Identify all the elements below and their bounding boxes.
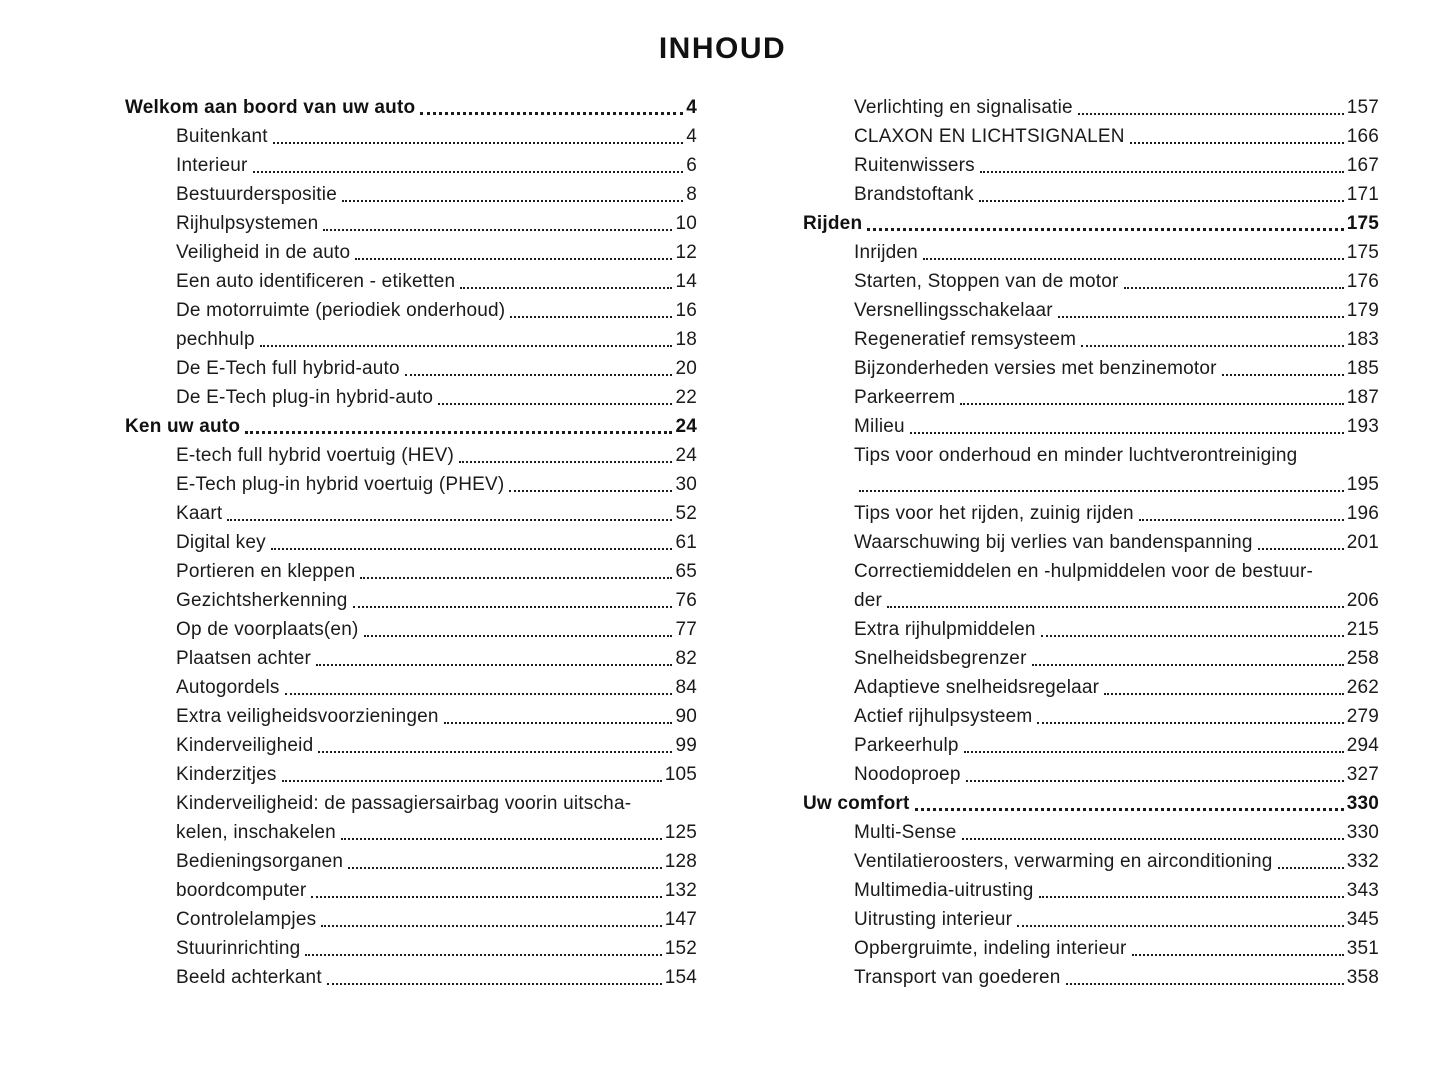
toc-columns bbox=[0, 67, 1445, 992]
toc-entry[interactable] bbox=[803, 934, 1379, 963]
toc-entry[interactable] bbox=[125, 499, 697, 528]
toc-entry[interactable] bbox=[803, 876, 1379, 905]
toc-page-number: 351 bbox=[1346, 938, 1379, 959]
toc-entry[interactable] bbox=[803, 644, 1379, 673]
toc-entry-label: Kaart bbox=[176, 503, 223, 524]
leader-dots-icon bbox=[980, 171, 1344, 173]
toc-entry-label: De E-Tech full hybrid-auto bbox=[176, 358, 400, 379]
toc-page-number: 147 bbox=[664, 909, 697, 930]
toc-entry[interactable] bbox=[803, 528, 1379, 557]
leader-dots-icon bbox=[342, 200, 683, 202]
toc-page-number: 24 bbox=[675, 445, 697, 466]
toc-page-number: 345 bbox=[1346, 909, 1379, 930]
toc-page-number: 176 bbox=[1346, 271, 1379, 292]
leader-dots-icon bbox=[459, 461, 672, 463]
leader-dots-icon bbox=[979, 200, 1344, 202]
toc-page-number: 84 bbox=[675, 677, 697, 698]
leader-dots-icon bbox=[887, 606, 1344, 608]
toc-entry-label: Ventilatieroosters, verwarming en airconditioning bbox=[854, 851, 1273, 872]
toc-page-number: 185 bbox=[1346, 358, 1379, 379]
toc-entry-label: Waarschuwing bij verlies van bandenspanning bbox=[854, 532, 1253, 553]
toc-entry-label: Bedieningsorganen bbox=[176, 851, 344, 872]
leader-dots-icon bbox=[253, 171, 684, 173]
toc-entry[interactable] bbox=[803, 325, 1379, 354]
toc-page-number: 332 bbox=[1346, 851, 1379, 872]
toc-entry-label: Bestuurderspositie bbox=[176, 184, 337, 205]
toc-entry[interactable] bbox=[803, 383, 1379, 412]
toc-entry-label: Snelheidsbegrenzer bbox=[854, 648, 1027, 669]
toc-entry-label: Veiligheid in de auto bbox=[176, 242, 351, 263]
leader-dots-icon bbox=[1081, 345, 1344, 347]
toc-entry[interactable] bbox=[803, 963, 1379, 992]
leader-dots-icon bbox=[1032, 664, 1344, 666]
leader-dots-icon bbox=[460, 287, 672, 289]
leader-dots-icon bbox=[1041, 635, 1344, 637]
toc-entry-label: E-tech full hybrid voertuig (HEV) bbox=[176, 445, 454, 466]
toc-entry-label: Kinderveiligheid bbox=[176, 735, 314, 756]
toc-entry[interactable] bbox=[803, 354, 1379, 383]
toc-page-number: 195 bbox=[1346, 474, 1379, 495]
leader-dots-icon bbox=[1278, 867, 1344, 869]
toc-entry-label: Extra veiligheidsvoorzieningen bbox=[176, 706, 439, 727]
leader-dots-icon bbox=[910, 432, 1344, 434]
toc-page-number: 152 bbox=[664, 938, 697, 959]
toc-entry[interactable] bbox=[125, 876, 697, 905]
toc-page-number: 24 bbox=[675, 416, 697, 437]
toc-entry[interactable] bbox=[125, 267, 697, 296]
toc-entry-label: Gezichtsherkenning bbox=[176, 590, 348, 611]
toc-entry[interactable] bbox=[125, 122, 697, 151]
toc-entry-label: Op de voorplaats(en) bbox=[176, 619, 359, 640]
toc-entry[interactable] bbox=[125, 354, 697, 383]
toc-entry-label: Versnellingsschakelaar bbox=[854, 300, 1053, 321]
toc-entry-label: Welkom aan boord van uw auto bbox=[125, 97, 416, 118]
leader-dots-icon bbox=[355, 258, 672, 260]
leader-dots-icon bbox=[305, 954, 661, 956]
leader-dots-icon bbox=[316, 664, 672, 666]
toc-entry-label: Brandstoftank bbox=[854, 184, 974, 205]
toc-entry[interactable] bbox=[803, 499, 1379, 528]
toc-entry-label: Uw comfort bbox=[803, 793, 910, 814]
toc-entry-label: Kinderzitjes bbox=[176, 764, 277, 785]
leader-dots-icon bbox=[1039, 896, 1344, 898]
toc-entry-label: Transport van goederen bbox=[854, 967, 1061, 988]
leader-dots-icon bbox=[364, 635, 673, 637]
toc-entry-label: Parkeerrem bbox=[854, 387, 956, 408]
toc-entry[interactable] bbox=[803, 296, 1379, 325]
toc-page-number: 157 bbox=[1346, 97, 1379, 118]
toc-page-number: 77 bbox=[675, 619, 697, 640]
toc-page-number: 30 bbox=[675, 474, 697, 495]
toc-entry-label: Rijhulpsystemen bbox=[176, 213, 319, 234]
toc-entry-label: Opbergruimte, indeling interieur bbox=[854, 938, 1127, 959]
toc-page-number: 167 bbox=[1346, 155, 1379, 176]
toc-entry[interactable] bbox=[125, 325, 697, 354]
toc-entry-label: Plaatsen achter bbox=[176, 648, 312, 669]
toc-section-entry[interactable] bbox=[803, 789, 1379, 818]
leader-dots-icon bbox=[1130, 142, 1344, 144]
toc-page-number: 132 bbox=[664, 880, 697, 901]
toc-column-left bbox=[125, 93, 697, 992]
toc-page-number: 201 bbox=[1346, 532, 1379, 553]
toc-entry[interactable] bbox=[125, 151, 697, 180]
toc-page-number: 330 bbox=[1346, 822, 1379, 843]
leader-dots-icon bbox=[444, 722, 673, 724]
toc-entry-label: Bijzonderheden versies met benzinemotor bbox=[854, 358, 1217, 379]
leader-dots-icon bbox=[1132, 954, 1344, 956]
toc-entry-label: Multi-Sense bbox=[854, 822, 957, 843]
toc-page-number: 179 bbox=[1346, 300, 1379, 321]
leader-dots-icon bbox=[923, 258, 1344, 260]
toc-entry[interactable] bbox=[125, 615, 697, 644]
leader-dots-icon bbox=[271, 548, 673, 550]
toc-entry-label-continued: kelen, inschakelen bbox=[176, 822, 336, 843]
toc-entry[interactable] bbox=[125, 441, 697, 470]
toc-entry-label: Ruitenwissers bbox=[854, 155, 975, 176]
toc-page-number: 61 bbox=[675, 532, 697, 553]
toc-entry[interactable] bbox=[125, 238, 697, 267]
toc-entry-label: Interieur bbox=[176, 155, 248, 176]
toc-entry-label: Controlelampjes bbox=[176, 909, 317, 930]
toc-entry-label: Starten, Stoppen van de motor bbox=[854, 271, 1119, 292]
toc-entry-label: Inrijden bbox=[854, 242, 918, 263]
toc-page-number: 105 bbox=[664, 764, 697, 785]
leader-dots-icon bbox=[1104, 693, 1344, 695]
toc-entry-label: E-Tech plug-in hybrid voertuig (PHEV) bbox=[176, 474, 505, 495]
toc-page-number: 4 bbox=[686, 126, 697, 147]
toc-page-number: 193 bbox=[1346, 416, 1379, 437]
toc-entry-label: De E-Tech plug-in hybrid-auto bbox=[176, 387, 434, 408]
toc-page-number: 154 bbox=[664, 967, 697, 988]
toc-entry-label: Een auto identificeren - etiketten bbox=[176, 271, 456, 292]
toc-entry[interactable] bbox=[125, 789, 697, 847]
toc-entry[interactable] bbox=[803, 731, 1379, 760]
leader-dots-icon bbox=[867, 228, 1343, 231]
toc-page-number: 65 bbox=[675, 561, 697, 582]
leader-dots-icon bbox=[438, 403, 672, 405]
toc-page-number: 16 bbox=[675, 300, 697, 321]
toc-page-number: 82 bbox=[675, 648, 697, 669]
toc-entry-label: Multimedia-uitrusting bbox=[854, 880, 1034, 901]
toc-entry-label: Regeneratief remsysteem bbox=[854, 329, 1077, 350]
toc-entry[interactable] bbox=[125, 557, 697, 586]
toc-entry[interactable] bbox=[125, 731, 697, 760]
toc-entry-label: Digital key bbox=[176, 532, 266, 553]
toc-entry[interactable] bbox=[803, 818, 1379, 847]
leader-dots-icon bbox=[1078, 113, 1344, 115]
leader-dots-icon bbox=[273, 142, 683, 144]
leader-dots-icon bbox=[1258, 548, 1344, 550]
toc-entry[interactable] bbox=[803, 412, 1379, 441]
toc-page-number: 215 bbox=[1346, 619, 1379, 640]
leader-dots-icon bbox=[859, 490, 1344, 492]
toc-page-number: 294 bbox=[1346, 735, 1379, 756]
toc-entry-label: Tips voor het rijden, zuinig rijden bbox=[854, 503, 1134, 524]
toc-entry-label: De motorruimte (periodiek onderhoud) bbox=[176, 300, 506, 321]
toc-entry[interactable] bbox=[803, 557, 1379, 615]
toc-entry[interactable] bbox=[803, 151, 1379, 180]
toc-entry[interactable] bbox=[125, 296, 697, 325]
toc-page-number: 125 bbox=[664, 822, 697, 843]
toc-entry-label: Portieren en kleppen bbox=[176, 561, 356, 582]
leader-dots-icon bbox=[509, 490, 672, 492]
toc-entry[interactable] bbox=[803, 905, 1379, 934]
toc-entry[interactable] bbox=[125, 702, 697, 731]
toc-section-entry[interactable] bbox=[125, 93, 697, 122]
toc-entry[interactable] bbox=[803, 673, 1379, 702]
toc-entry[interactable] bbox=[125, 470, 697, 499]
leader-dots-icon bbox=[1066, 983, 1344, 985]
toc-page-number: 258 bbox=[1346, 648, 1379, 669]
toc-page-number: 52 bbox=[675, 503, 697, 524]
toc-entry[interactable] bbox=[803, 702, 1379, 731]
leader-dots-icon bbox=[960, 403, 1343, 405]
toc-entry[interactable] bbox=[125, 847, 697, 876]
toc-entry-label: Adaptieve snelheidsregelaar bbox=[854, 677, 1100, 698]
toc-entry-label: Uitrusting interieur bbox=[854, 909, 1013, 930]
toc-entry-label: pechhulp bbox=[176, 329, 255, 350]
toc-page-number: 20 bbox=[675, 358, 697, 379]
leader-dots-icon bbox=[260, 345, 673, 347]
leader-dots-icon bbox=[966, 780, 1344, 782]
toc-entry-label: Rijden bbox=[803, 213, 863, 234]
leader-dots-icon bbox=[327, 983, 662, 985]
toc-page-number: 128 bbox=[664, 851, 697, 872]
toc-entry[interactable] bbox=[125, 586, 697, 615]
toc-page-number: 327 bbox=[1346, 764, 1379, 785]
leader-dots-icon bbox=[285, 693, 673, 695]
leader-dots-icon bbox=[318, 751, 672, 753]
toc-entry-label: Buitenkant bbox=[176, 126, 268, 147]
toc-entry-label: Ken uw auto bbox=[125, 416, 241, 437]
toc-page-number: 14 bbox=[675, 271, 697, 292]
toc-entry-label: Milieu bbox=[854, 416, 905, 437]
toc-entry[interactable] bbox=[803, 238, 1379, 267]
toc-entry[interactable] bbox=[803, 93, 1379, 122]
toc-entry[interactable] bbox=[125, 963, 697, 992]
toc-entry-label: Parkeerhulp bbox=[854, 735, 959, 756]
toc-page-number: 18 bbox=[675, 329, 697, 350]
toc-entry[interactable] bbox=[125, 760, 697, 789]
toc-page-number: 10 bbox=[675, 213, 697, 234]
toc-page-number: 166 bbox=[1346, 126, 1379, 147]
toc-entry-label: Correctiemiddelen en -hulpmiddelen voor de bestuur- bbox=[854, 561, 1314, 582]
toc-entry[interactable] bbox=[125, 180, 697, 209]
leader-dots-icon bbox=[348, 867, 662, 869]
leader-dots-icon bbox=[420, 112, 683, 115]
leader-dots-icon bbox=[360, 577, 672, 579]
toc-entry-label: Kinderveiligheid: de passagiersairbag voorin uitscha- bbox=[176, 793, 632, 814]
toc-page-number: 183 bbox=[1346, 329, 1379, 350]
toc-page-number: 12 bbox=[675, 242, 697, 263]
toc-page-number: 171 bbox=[1346, 184, 1379, 205]
toc-page-number: 196 bbox=[1346, 503, 1379, 524]
toc-entry-label: Verlichting en signalisatie bbox=[854, 97, 1073, 118]
leader-dots-icon bbox=[1222, 374, 1344, 376]
leader-dots-icon bbox=[311, 896, 661, 898]
toc-page-number: 206 bbox=[1346, 590, 1379, 611]
leader-dots-icon bbox=[1124, 287, 1344, 289]
toc-section-entry[interactable] bbox=[125, 412, 697, 441]
toc-page-number: 262 bbox=[1346, 677, 1379, 698]
toc-page-number: 90 bbox=[675, 706, 697, 727]
toc-page-number: 6 bbox=[686, 155, 697, 176]
toc-page-number: 175 bbox=[1346, 242, 1379, 263]
toc-page-number: 279 bbox=[1346, 706, 1379, 727]
toc-page-number: 22 bbox=[675, 387, 697, 408]
toc-page-number: 4 bbox=[686, 97, 697, 118]
toc-page-number: 175 bbox=[1346, 213, 1379, 234]
toc-entry-label: Tips voor onderhoud en minder luchtverontreiniging bbox=[854, 445, 1298, 466]
toc-entry[interactable] bbox=[125, 905, 697, 934]
leader-dots-icon bbox=[964, 751, 1344, 753]
toc-entry-label: Beeld achterkant bbox=[176, 967, 322, 988]
toc-entry[interactable] bbox=[125, 673, 697, 702]
toc-entry[interactable] bbox=[803, 847, 1379, 876]
toc-entry[interactable] bbox=[125, 383, 697, 412]
leader-dots-icon bbox=[915, 808, 1344, 811]
leader-dots-icon bbox=[962, 838, 1344, 840]
toc-page-number: 343 bbox=[1346, 880, 1379, 901]
toc-column-right bbox=[803, 93, 1379, 992]
toc-entry[interactable] bbox=[803, 180, 1379, 209]
toc-entry-label: Autogordels bbox=[176, 677, 280, 698]
leader-dots-icon bbox=[1058, 316, 1344, 318]
leader-dots-icon bbox=[245, 431, 672, 434]
toc-entry-label: boordcomputer bbox=[176, 880, 307, 901]
page-title: INHOUD bbox=[658, 32, 787, 65]
toc-entry-label: Stuurinrichting bbox=[176, 938, 301, 959]
leader-dots-icon bbox=[341, 838, 662, 840]
leader-dots-icon bbox=[1037, 722, 1343, 724]
toc-entry-label-continued: der bbox=[854, 590, 883, 611]
leader-dots-icon bbox=[321, 925, 661, 927]
toc-entry-label: Actief rijhulpsysteem bbox=[854, 706, 1033, 727]
leader-dots-icon bbox=[227, 519, 672, 521]
leader-dots-icon bbox=[323, 229, 672, 231]
toc-entry[interactable] bbox=[125, 528, 697, 557]
leader-dots-icon bbox=[510, 316, 672, 318]
leader-dots-icon bbox=[405, 374, 673, 376]
toc-page-number: 99 bbox=[675, 735, 697, 756]
leader-dots-icon bbox=[282, 780, 662, 782]
toc-section-entry[interactable] bbox=[803, 209, 1379, 238]
leader-dots-icon bbox=[353, 606, 673, 608]
leader-dots-icon bbox=[1017, 925, 1344, 927]
toc-entry-label: Noodoproep bbox=[854, 764, 961, 785]
toc-entry[interactable] bbox=[803, 441, 1379, 499]
toc-entry[interactable] bbox=[803, 615, 1379, 644]
toc-entry[interactable] bbox=[125, 934, 697, 963]
leader-dots-icon bbox=[1139, 519, 1344, 521]
toc-entry[interactable] bbox=[125, 209, 697, 238]
toc-page-number: 8 bbox=[686, 184, 697, 205]
toc-page-number: 187 bbox=[1346, 387, 1379, 408]
toc-entry[interactable] bbox=[803, 760, 1379, 789]
toc-entry-label: CLAXON EN LICHTSIGNALEN bbox=[854, 126, 1125, 147]
toc-entry[interactable] bbox=[125, 644, 697, 673]
toc-page-number: 358 bbox=[1346, 967, 1379, 988]
toc-page-number: 330 bbox=[1346, 793, 1379, 814]
toc-entry[interactable] bbox=[803, 122, 1379, 151]
toc-entry[interactable] bbox=[803, 267, 1379, 296]
toc-page-number: 76 bbox=[675, 590, 697, 611]
toc-entry-label: Extra rijhulpmiddelen bbox=[854, 619, 1036, 640]
